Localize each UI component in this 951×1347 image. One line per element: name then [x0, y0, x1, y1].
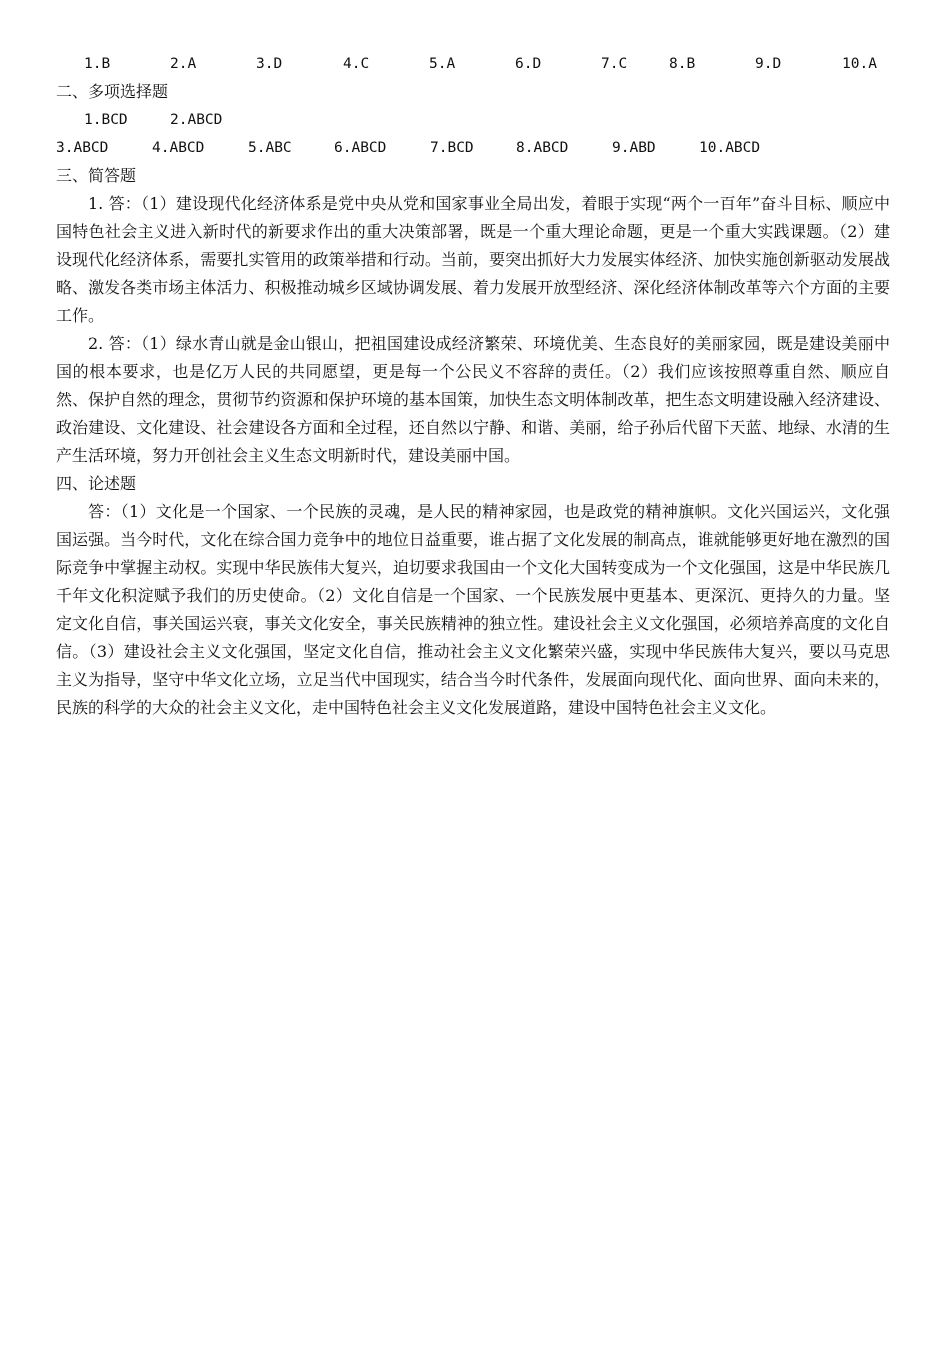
answer-sheet	[56, 50, 890, 722]
multi-answer-10: 10.ABCD	[699, 140, 761, 156]
single-answer-2: 2.A	[170, 56, 197, 72]
single-answer-3: 3.D	[256, 56, 283, 72]
short-answer-2: 2. 答：（1）绿水青山就是金山银山，把祖国建设成经济繁荣、环境优美、生态良好的美丽家园，既是建设美丽中国的根本要求，也是亿万人民的共同愿望，更是每一个公民义不容辞的责任。（2）我们应该按照尊重自然、顺应自然、保护自然的理念，贯彻节约资源和保护环境的基本国策，加快生态文明体制改革，把生态文明建设融入经济建设、政治建设、文化建设、社会建设各方面和全过程，还自然以宁静、和谐、美丽，给子孙后代留下天蓝、地绿、水清的生产生活环境，努力开创社会主义生态文明新时代，建设美丽中国。	[56, 334, 890, 465]
single-answer-4: 4.C	[343, 56, 370, 72]
essay-answer: 答：（1）文化是一个国家、一个民族的灵魂，是人民的精神家园，也是政党的精神旗帜。文化兴国运兴，文化强国运强。当今时代，文化在综合国力竞争中的地位日益重要，谁占据了文化发展的制高点，谁就能够更好地在激烈的国际竞争中掌握主动权。实现中华民族伟大复兴，迫切要求我国由一个文化大国转变成为一个文化强国，这是中华民族几千年文化积淀赋予我们的历史使命。（2）文化自信是一个国家、一个民族发展中更基本、更深沉、更持久的力量。坚定文化自信，事关国运兴衰，事关文化安全，事关民族精神的独立性。建设社会主义文化强国，必须培养高度的文化自信。（3）建设社会主义文化强国，坚定文化自信，推动社会主义文化繁荣兴盛，实现中华民族伟大复兴，要以马克思主义为指导，坚守中华文化立场，立足当代中国现实，结合当今时代条件，发展面向现代化、面向世界、面向未来的，民族的科学的大众的社会主义文化，走中国特色社会主义文化发展道路，建设中国特色社会主义文化。	[56, 502, 890, 717]
multi-answer-3: 3.ABCD	[56, 140, 109, 156]
short-answer-heading: 三、简答题	[56, 166, 137, 185]
single-choice-answers	[56, 50, 890, 78]
short-answer-1: 1. 答：（1）建设现代化经济体系是党中央从党和国家事业全局出发，着眼于实现“两个一百年”奋斗目标、顺应中国特色社会主义进入新时代的新要求作出的重大决策部署，既是一个重大理论命题，更是一个重大实践课题。（2）建设现代化经济体系，需要扎实管用的政策举措和行动。当前，要突出抓好大力发展实体经济、加快实施创新驱动发展战略、激发各类市场主体活力、积极推动城乡区域协调发展、着力发展开放型经济、深化经济体制改革等六个方面的主要工作。	[56, 194, 890, 325]
multiple-choice-row-1	[56, 106, 890, 134]
multi-answer-8: 8.ABCD	[516, 140, 569, 156]
multi-answer-9: 9.ABD	[612, 140, 656, 156]
multi-answer-4: 4.ABCD	[152, 140, 205, 156]
single-answer-6: 6.D	[515, 56, 542, 72]
multi-answer-2: 2.ABCD	[170, 112, 223, 128]
single-answer-10: 10.A	[842, 56, 877, 72]
multiple-choice-row-2	[56, 134, 890, 162]
single-answer-5: 5.A	[429, 56, 456, 72]
single-answer-9: 9.D	[755, 56, 782, 72]
multiple-choice-heading: 二、多项选择题	[56, 82, 169, 101]
multi-answer-7: 7.BCD	[430, 140, 474, 156]
single-answer-8: 8.B	[669, 56, 696, 72]
multi-answer-6: 6.ABCD	[334, 140, 387, 156]
single-answer-7: 7.C	[601, 56, 628, 72]
multi-answer-1: 1.BCD	[84, 112, 128, 128]
multi-answer-5: 5.ABC	[248, 140, 292, 156]
essay-heading: 四、论述题	[56, 474, 137, 493]
single-answer-1: 1.B	[84, 56, 111, 72]
